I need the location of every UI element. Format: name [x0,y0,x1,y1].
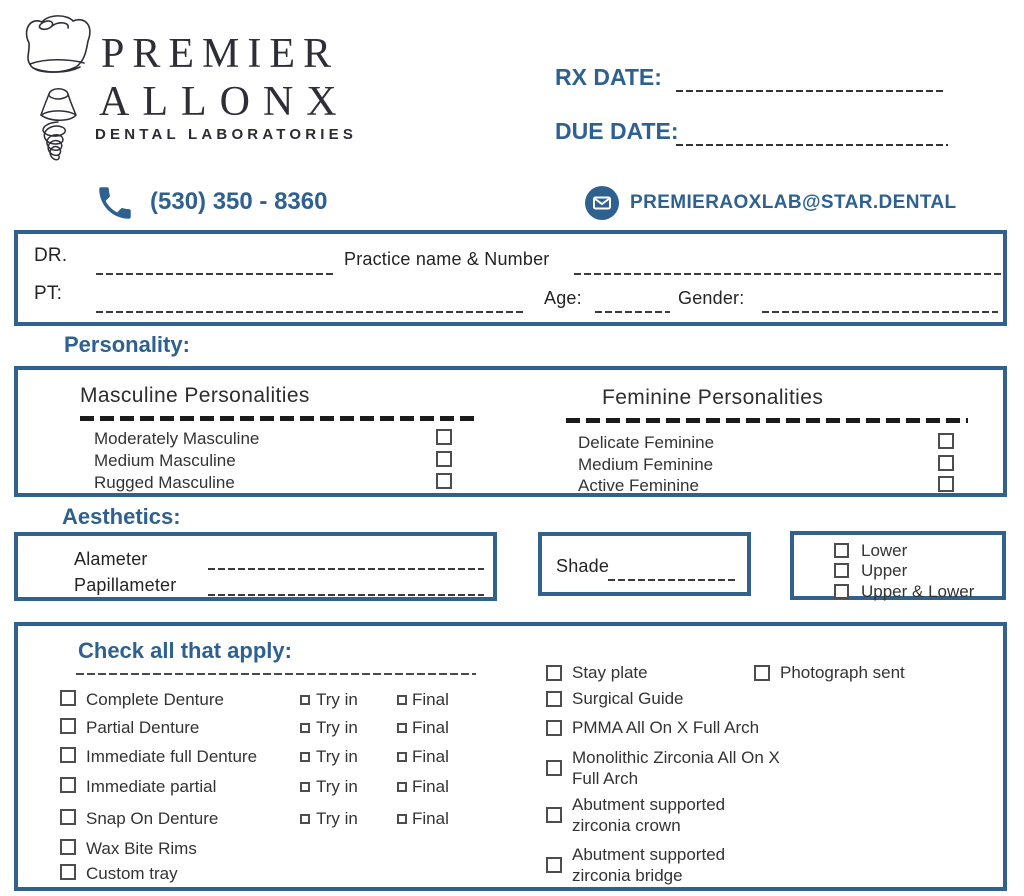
checklist-item-label: Photograph sent [780,663,905,682]
practice-label: Practice name & Number [344,249,550,269]
checkbox-medium-feminine[interactable] [938,455,954,471]
aesthetics-box [14,532,497,601]
checklist-row [546,844,725,886]
try-in-label: Try in [316,809,358,828]
checklist-item-label [572,747,780,789]
checkbox-abutment-supported-zirconia-bridge[interactable] [546,857,562,873]
item-line: zirconia crown [572,816,681,835]
arch-option-label: Lower [861,541,908,560]
checkbox-moderately-masculine[interactable] [436,429,452,445]
checklist-row [754,662,905,683]
checkbox-immediate-full-denture-final[interactable] [397,752,407,762]
papillameter-field[interactable] [208,594,484,596]
item-line: Abutment supported [572,795,726,814]
masculine-header: Masculine Personalities [80,384,310,407]
final-label: Final [412,747,449,766]
due-date-label: DUE DATE: [555,118,679,144]
checklist-item-label: Stay plate [572,663,648,682]
checklist-item-label: Snap On Denture [86,809,219,828]
checklist-row [18,809,518,829]
item-line: zirconia bridge [572,866,683,885]
checkbox-monolithic-zirconia-all-on-x[interactable] [546,760,562,776]
alameter-label: Alameter [74,549,148,569]
item-line: Full Arch [572,769,639,788]
masculine-option-label: Medium Masculine [94,451,236,470]
arch-option-label: Upper & Lower [861,582,975,601]
try-in-label: Try in [316,690,358,709]
checklist-item-label [572,794,725,836]
feminine-divider [566,418,968,423]
final-label: Final [412,718,449,737]
dr-label: DR. [34,245,68,266]
checklist-row [546,662,648,683]
checkbox-complete-denture[interactable] [60,690,76,706]
checkbox-immediate-full-denture-try-in[interactable] [300,752,310,762]
try-in-label: Try in [316,747,358,766]
dr-name-field[interactable] [96,273,336,275]
checkbox-immediate-full-denture[interactable] [60,747,76,763]
checkbox-snap-on-denture-final[interactable] [397,814,407,824]
checkbox-active-feminine[interactable] [938,476,954,492]
rx-date-field[interactable] [676,90,944,92]
checklist-box [14,622,1007,891]
practice-name-field[interactable] [574,273,1002,275]
checkbox-immediate-partial-final[interactable] [397,782,407,792]
gender-field[interactable] [762,311,998,313]
due-date-field[interactable] [676,144,948,146]
shade-label: Shade [556,556,610,576]
shade-box [538,532,751,596]
brand-name-line2: ALLONX [99,79,350,125]
final-label: Final [412,809,449,828]
checkbox-partial-denture[interactable] [60,718,76,734]
checklist-item-label: Custom tray [86,864,178,883]
feminine-option-label: Active Feminine [578,476,699,495]
age-label: Age: [544,288,582,308]
checkbox-partial-denture-try-in[interactable] [300,723,310,733]
brand-tagline: DENTAL LABORATORIES [95,126,358,143]
feminine-option-label: Delicate Feminine [578,433,715,452]
email-address: PREMIERAOXLAB@STAR.DENTAL [630,192,957,213]
checkbox-surgical-guide[interactable] [546,691,562,707]
email-icon [584,185,620,221]
personality-box [14,366,1007,497]
checklist-divider [76,673,476,675]
checkbox-immediate-partial-try-in[interactable] [300,782,310,792]
checkbox-partial-denture-final[interactable] [397,723,407,733]
checklist-row [18,864,518,884]
arch-option-label: Upper [861,561,908,580]
brand-name-line1: PREMIER [101,31,340,77]
masculine-option-label: Rugged Masculine [94,473,235,492]
gender-label: Gender: [678,288,745,308]
age-field[interactable] [595,311,670,313]
doctor-patient-box [14,230,1007,326]
checklist-row [546,747,780,789]
checkbox-pmma-all-on-x-full-arch[interactable] [546,720,562,736]
aesthetics-section-title: Aesthetics: [62,504,181,529]
checkbox-wax-bite-rims[interactable] [60,839,76,855]
item-line: Abutment supported [572,845,726,864]
papillameter-label: Papillameter [74,575,177,595]
checklist-row [546,717,759,738]
final-label: Final [412,690,449,709]
checklist-row [18,690,518,710]
checkbox-upper[interactable] [834,563,849,578]
feminine-option-label: Medium Feminine [578,455,714,474]
try-in-label: Try in [316,718,358,737]
checklist-item-label: Immediate partial [86,777,217,796]
tooth-icon [27,16,90,72]
checkbox-snap-on-denture-try-in[interactable] [300,814,310,824]
checklist-item-label: Partial Denture [86,718,200,737]
checklist-row [546,688,684,709]
phone-icon [94,182,136,224]
checkbox-photograph-sent[interactable] [754,665,770,681]
checklist-row [546,794,725,836]
checkbox-medium-masculine[interactable] [436,451,452,467]
personality-section-title: Personality: [64,332,190,357]
pt-label: PT: [34,283,63,304]
checklist-item-label: PMMA All On X Full Arch [572,718,760,737]
masculine-option-label: Moderately Masculine [94,429,260,448]
checklist-section-title: Check all that apply: [78,638,292,663]
arch-selection-box [790,531,1006,600]
checkbox-lower[interactable] [834,543,849,558]
checkbox-delicate-feminine[interactable] [938,433,954,449]
checklist-row [18,747,518,767]
feminine-header: Feminine Personalities [602,386,824,409]
checkbox-complete-denture-try-in[interactable] [300,695,310,705]
phone-number: (530) 350 - 8360 [150,188,328,215]
checklist-row [18,839,518,859]
try-in-label: Try in [316,777,358,796]
implant-icon [41,89,76,160]
checklist-item-label: Wax Bite Rims [86,839,197,858]
pt-name-field[interactable] [96,311,526,313]
checkbox-snap-on-denture[interactable] [60,809,76,825]
checkbox-immediate-partial[interactable] [60,777,76,793]
final-label: Final [412,777,449,796]
masculine-divider [80,416,478,421]
checklist-row [18,718,518,738]
checkbox-custom-tray[interactable] [60,864,76,880]
checkbox-stay-plate[interactable] [546,665,562,681]
brand-logo [18,12,98,170]
rx-date-label: RX DATE: [555,64,662,90]
alameter-field[interactable] [208,568,484,570]
checklist-item-label: Complete Denture [86,690,224,709]
checkbox-abutment-supported-zirconia-crown[interactable] [546,807,562,823]
checklist-item-label [572,844,725,886]
item-line: Monolithic Zirconia All On X [572,748,780,767]
checklist-item-label: Immediate full Denture [86,747,258,766]
checklist-item-label: Surgical Guide [572,689,684,708]
checklist-row [18,777,518,797]
checkbox-upper-and-lower[interactable] [834,584,849,599]
checkbox-complete-denture-final[interactable] [397,695,407,705]
shade-field[interactable] [608,579,736,581]
checkbox-rugged-masculine[interactable] [436,473,452,489]
